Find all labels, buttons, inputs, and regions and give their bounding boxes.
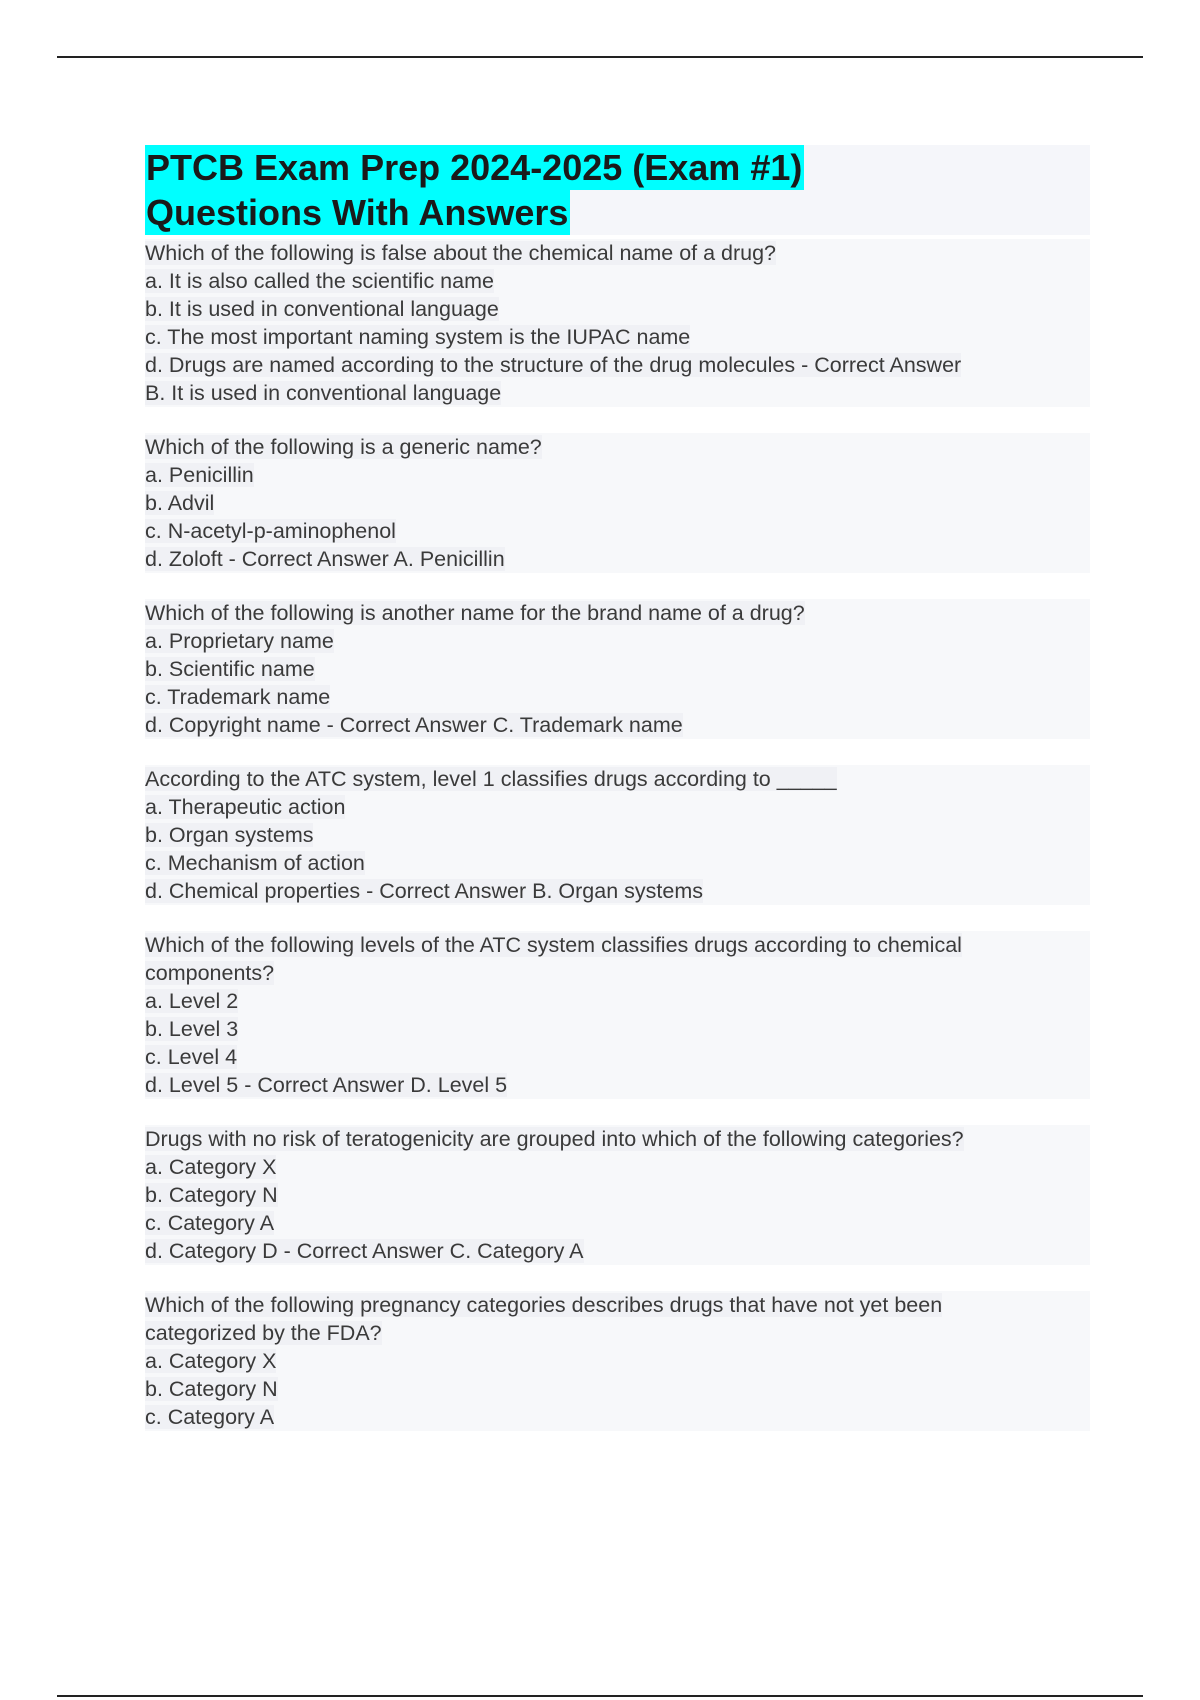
- question-text: [145, 931, 1090, 959]
- question-line: [145, 1153, 1090, 1181]
- line-text: According to the ATC system, level 1 classifies drugs according to _____: [145, 767, 837, 791]
- line-text: d. Category D - Correct Answer C. Category A: [145, 1239, 584, 1263]
- question-line: [145, 655, 1090, 683]
- line-text: b. Category N: [145, 1377, 278, 1401]
- line-text: b. Organ systems: [145, 823, 314, 847]
- line-text: d. Zoloft - Correct Answer A. Penicillin: [145, 547, 505, 571]
- question-line: [145, 351, 1090, 379]
- line-text: c. Mechanism of action: [145, 851, 365, 875]
- line-text: Which of the following pregnancy categories describes drugs that have not yet been: [145, 1293, 943, 1317]
- line-text: b. Scientific name: [145, 657, 315, 681]
- question-text: [145, 433, 1090, 461]
- line-text: components?: [145, 961, 275, 985]
- line-text: Which of the following is false about the chemical name of a drug?: [145, 241, 777, 265]
- question-line: [145, 1237, 1090, 1265]
- question-line: [145, 517, 1090, 545]
- question-text: [145, 765, 1090, 793]
- line-text: d. Level 5 - Correct Answer D. Level 5: [145, 1073, 508, 1097]
- question-line: [145, 1209, 1090, 1237]
- question-text: [145, 239, 1090, 267]
- question-text: [145, 599, 1090, 627]
- question-line: [145, 849, 1090, 877]
- question-line: [145, 683, 1090, 711]
- question-block: [145, 931, 1090, 1099]
- line-text: b. Advil: [145, 491, 215, 515]
- question-line: [145, 489, 1090, 517]
- question-block: [145, 1291, 1090, 1431]
- line-text: b. Level 3: [145, 1017, 239, 1041]
- line-text: c. Category A: [145, 1211, 275, 1235]
- question-line: [145, 295, 1090, 323]
- question-line: [145, 987, 1090, 1015]
- line-text: c. Category A: [145, 1405, 275, 1429]
- question-line: [145, 1071, 1090, 1099]
- question-line: [145, 323, 1090, 351]
- line-text: a. It is also called the scientific name: [145, 269, 494, 293]
- line-text: c. N-acetyl-p-aminophenol: [145, 519, 396, 543]
- line-text: Which of the following levels of the ATC system classifies drugs according to chemical: [145, 933, 962, 957]
- question-line: [145, 1375, 1090, 1403]
- line-text: a. Category X: [145, 1155, 277, 1179]
- question-line: [145, 959, 1090, 987]
- line-text: d. Copyright name - Correct Answer C. Trademark name: [145, 713, 683, 737]
- question-line: [145, 379, 1090, 407]
- line-text: c. The most important naming system is the IUPAC name: [145, 325, 691, 349]
- line-text: c. Level 4: [145, 1045, 238, 1069]
- question-block: [145, 599, 1090, 739]
- question-line: [145, 1319, 1090, 1347]
- document-body: [145, 145, 1090, 1457]
- line-text: Which of the following is a generic name?: [145, 435, 542, 459]
- question-line: [145, 267, 1090, 295]
- line-text: Drugs with no risk of teratogenicity are grouped into which of the following categories?: [145, 1127, 964, 1151]
- line-text: a. Category X: [145, 1349, 277, 1373]
- question-text: [145, 1125, 1090, 1153]
- line-text: b. It is used in conventional language: [145, 297, 499, 321]
- question-line: [145, 1181, 1090, 1209]
- top-rule: [57, 56, 1143, 58]
- question-block: [145, 1125, 1090, 1265]
- question-line: [145, 793, 1090, 821]
- line-text: B. It is used in conventional language: [145, 381, 502, 405]
- question-block: [145, 239, 1090, 407]
- question-text: [145, 1291, 1090, 1319]
- question-line: [145, 627, 1090, 655]
- line-text: a. Therapeutic action: [145, 795, 346, 819]
- line-text: a. Level 2: [145, 989, 239, 1013]
- question-list: [145, 239, 1090, 1431]
- question-line: [145, 1015, 1090, 1043]
- line-text: d. Drugs are named according to the structure of the drug molecules - Correct Answer: [145, 353, 962, 377]
- document-title: [145, 145, 1090, 235]
- line-text: Which of the following is another name for the brand name of a drug?: [145, 601, 805, 625]
- question-line: [145, 461, 1090, 489]
- question-line: [145, 711, 1090, 739]
- line-text: c. Trademark name: [145, 685, 331, 709]
- question-line: [145, 545, 1090, 573]
- question-line: [145, 821, 1090, 849]
- line-text: categorized by the FDA?: [145, 1321, 382, 1345]
- question-line: [145, 1403, 1090, 1431]
- question-line: [145, 877, 1090, 905]
- question-block: [145, 765, 1090, 905]
- question-line: [145, 1043, 1090, 1071]
- line-text: a. Proprietary name: [145, 629, 334, 653]
- title-line-2: Questions With Answers: [146, 192, 569, 233]
- bottom-rule: [57, 1695, 1143, 1697]
- title-line-1: PTCB Exam Prep 2024-2025 (Exam #1): [146, 147, 803, 188]
- line-text: d. Chemical properties - Correct Answer B. Organ systems: [145, 879, 703, 903]
- line-text: b. Category N: [145, 1183, 278, 1207]
- line-text: a. Penicillin: [145, 463, 254, 487]
- question-block: [145, 433, 1090, 573]
- question-line: [145, 1347, 1090, 1375]
